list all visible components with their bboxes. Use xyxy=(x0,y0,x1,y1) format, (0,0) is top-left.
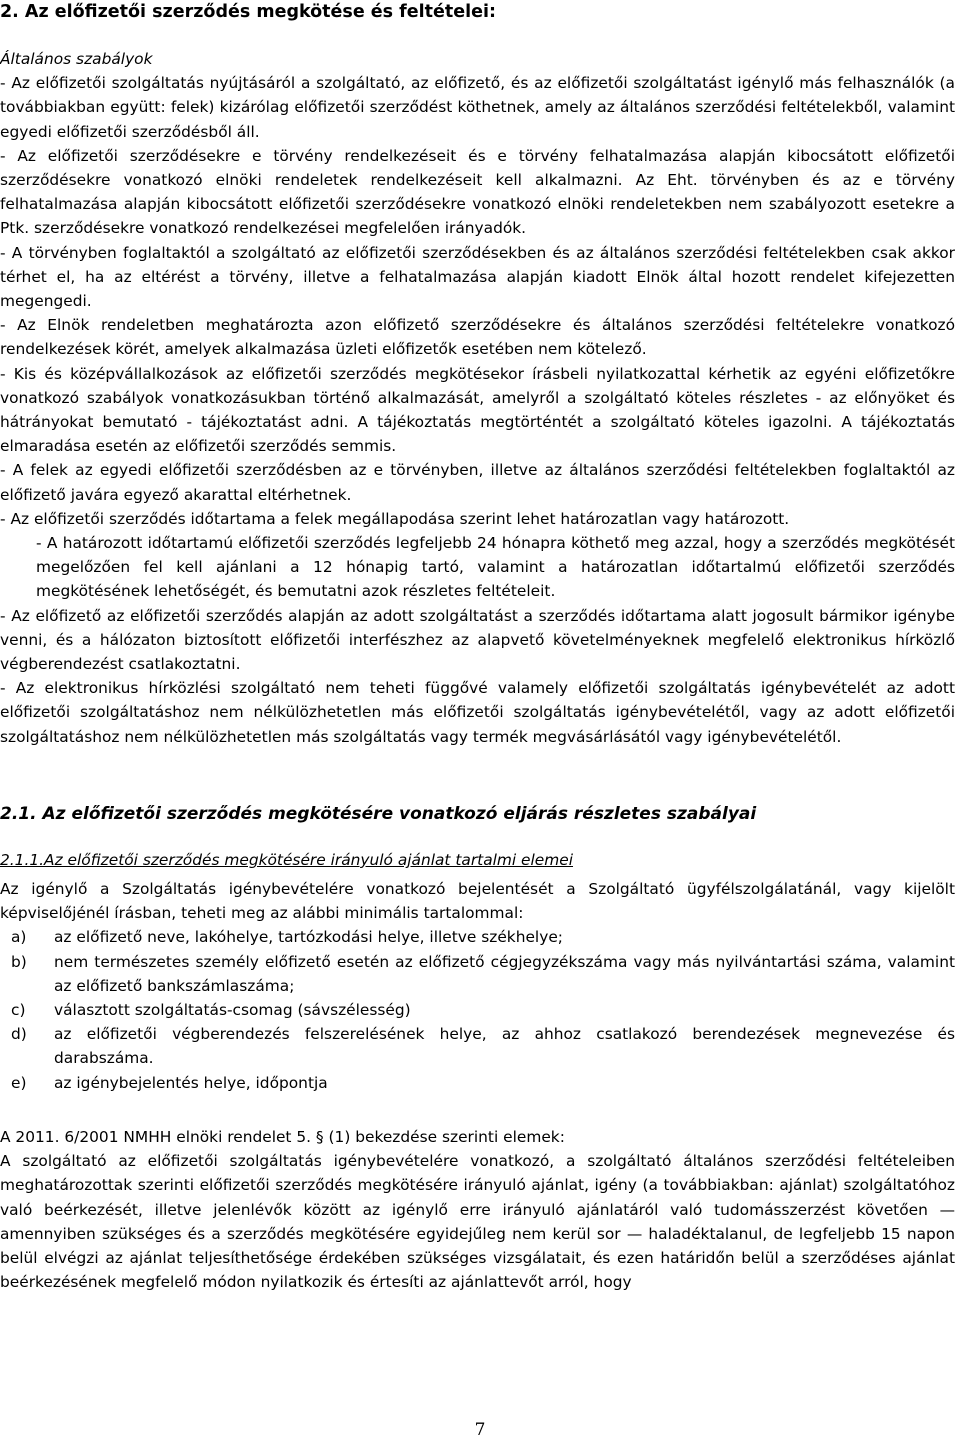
paragraph: - Az előfizető az előfizetői szerződés alapján az adott szolgáltatást a szerződés időtartama alatt jogosult bármikor igénybe venni, és a hálózaton biztosított előfizetői interfészhez az alapvető követelményeknek megfelelő elektronikus hírközlő végberendezést csatlakoztatni. xyxy=(0,606,955,674)
subsection-heading: 2.1. Az előfizetői szerződés megkötésére vonatkozó eljárás részletes szabályai xyxy=(0,804,757,824)
list-item xyxy=(0,1071,955,1095)
section-heading: 2. Az előfizetői szerződés megkötése és feltételei: xyxy=(0,2,496,22)
paragraph: - Az Elnök rendeletben meghatározta azon előfizető szerződésekre és általános szerződési feltételekre vonatkozó rendelkezések körét, amelyek alkalmazása üzleti előfizetők esetében nem kötelező. xyxy=(0,316,955,359)
list-marker: b) xyxy=(11,952,27,971)
page-number: 7 xyxy=(474,1420,486,1440)
paragraph: - Kis és középvállalkozások az előfizetői szerződés megkötésekor írásbeli nyilatkozattal kérhetik az egyéni előfizetőkre vonatkozó szabályok vonatkozásukban történő alkalmazását, amelyről a szolgáltató köteles részletes - az előnyöket és hátrányokat bemutató - tájékoztatást adni. A tájékoztatás megtörténtét a szolgáltató köteles igazolni. A tájékoztatás elmaradása esetén az előfizetői szerződés semmis. xyxy=(0,364,955,456)
list-item-text: az igénybejelentés helye, időpontja xyxy=(54,1073,328,1092)
general-rules-title: Általános szabályok xyxy=(0,50,153,68)
list-marker: d) xyxy=(11,1025,27,1044)
list-item xyxy=(0,950,955,998)
offer-intro: Az igénylő a Szolgáltatás igénybevételére vonatkozó bejelentését a Szolgáltató ügyfélszolgálatánál, vagy kijelölt képviselőjénél írásban, teheti meg az alábbi minimális tartalommal: xyxy=(0,880,955,923)
list-item xyxy=(0,925,955,949)
list-marker: c) xyxy=(11,1001,26,1020)
indented-paragraph: - A határozott időtartamú előfizetői szerződés legfeljebb 24 hónapra köthető meg azzal, hogy a szerződés megkötését megelőzően fel kell ajánlani a 12 hónapig tartó, valamint a határozatlan időtartalmú előfizetői szerződés megkötésének lehetőségét, és bemutatni azok részletes feltételeit. xyxy=(36,534,955,601)
paragraph: - A törvényben foglaltaktól a szolgáltató az előfizetői szerződésekben és az általános szerződési feltételekben csak akkor térhet el, ha az eltérést a törvény, illetve a felhatalmazása alapján kiadott Elnök által hozott rendelet kifejezetten megengedi. xyxy=(0,243,955,311)
offer-elements-list xyxy=(0,925,955,1094)
list-item xyxy=(0,1022,955,1070)
paragraph: - Az előfizetői szerződés időtartama a felek megállapodása szerint lehet határozatlan vagy határozott. xyxy=(0,509,790,528)
offer-content-section xyxy=(0,877,955,1095)
paragraph: - Az előfizetői szolgáltatás nyújtásáról a szolgáltató, az előfizető, és az előfizetői szolgáltatást igénylő más felhasználók (a továbbiakban együtt: felek) kizárólag előfizetői szerződést köthetnek, amely az általános szerződési feltételekből, valamint egyedi előfizetői szerződésből áll. xyxy=(0,74,955,141)
list-item-text: nem természetes személy előfizető esetén az előfizető cégjegyzékszáma vagy más nyilvántartási száma, valamint az előfizető bankszámlaszáma; xyxy=(54,952,955,995)
list-marker: e) xyxy=(11,1073,27,1092)
decree-section xyxy=(0,1125,955,1294)
list-marker: a) xyxy=(11,928,27,947)
general-rules-section xyxy=(0,47,955,749)
list-item-text: választott szolgáltatás-csomag (sávszélesség) xyxy=(54,1001,411,1020)
decree-heading: A 2011. 6/2001 NMHH elnöki rendelet 5. § (1) bekezdése szerinti elemek: xyxy=(0,1128,565,1146)
list-item xyxy=(0,998,955,1022)
list-item-text: az előfizető neve, lakóhelye, tartózkodási helye, illetve székhelye; xyxy=(54,928,563,947)
paragraph: - Az elektronikus hírközlési szolgáltató nem teheti függővé valamely előfizetői szolgáltatás igénybevételét az adott előfizetői szolgáltatáshoz nem nélkülözhetetlen más előfizetői szolgáltatás igénybevételétől, vagy az adott előfizetői szolgáltatáshoz nem nélkülözhetetlen más szolgáltatás vagy termék megvásárlásától vagy igénybevételétől. xyxy=(0,679,955,746)
decree-text: A szolgáltató az előfizetői szolgáltatás igénybevételére vonatkozó, a szolgáltató általános szerződési feltételeiben meghatározottak szerinti előfizetői szerződés megkötésére irányuló ajánlat, igény (a továbbiakban: ajánlat) szolgáltatóhoz való beérkezését, illetve jelenlévők között az igénylő erre irányuló ajánlatáról való tudomásszerzést követően — amennyiben szükséges és a szerződés megkötésére egyidejűleg nem kerül sor — haladéktalanul, de legfeljebb 15 napon belül elvégzi az ajánlat teljesíthetősége érdekében szükséges vizsgálatait, és ezen határidőn belül a szerződéses ajánlat beérkezésének megfelelő módon nyilatkozik és értesíti az ajánlattevőt arról, hogy xyxy=(0,1152,955,1292)
paragraph: - Az előfizetői szerződésekre e törvény rendelkezéseit és e törvény felhatalmazása alapján kibocsátott előfizetői szerződésekre vonatkozó elnöki rendeletek rendelkezéseit kell alkalmazni. Az Eht. törvényben és az e törvény felhatalmazása alapján kibocsátott előfizetői szerződésekre vonatkozó elnöki rendeletekben nem szabályozott esetekre a Ptk. szerződésekre vonatkozó rendelkezései megfelelően irányadók. xyxy=(0,146,955,238)
paragraph: - A felek az egyedi előfizetői szerződésben az e törvényben, illetve az általános szerződési feltételekben foglaltaktól az előfizető javára egyező akarattal eltérhetnek. xyxy=(0,461,955,504)
list-item-text: az előfizetői végberendezés felszerelésének helye, az ahhoz csatlakozó berendezések megnevezése és darabszáma. xyxy=(54,1025,955,1068)
sub-subsection-heading: 2.1.1.Az előfizetői szerződés megkötésére irányuló ajánlat tartalmi elemei xyxy=(0,851,574,869)
